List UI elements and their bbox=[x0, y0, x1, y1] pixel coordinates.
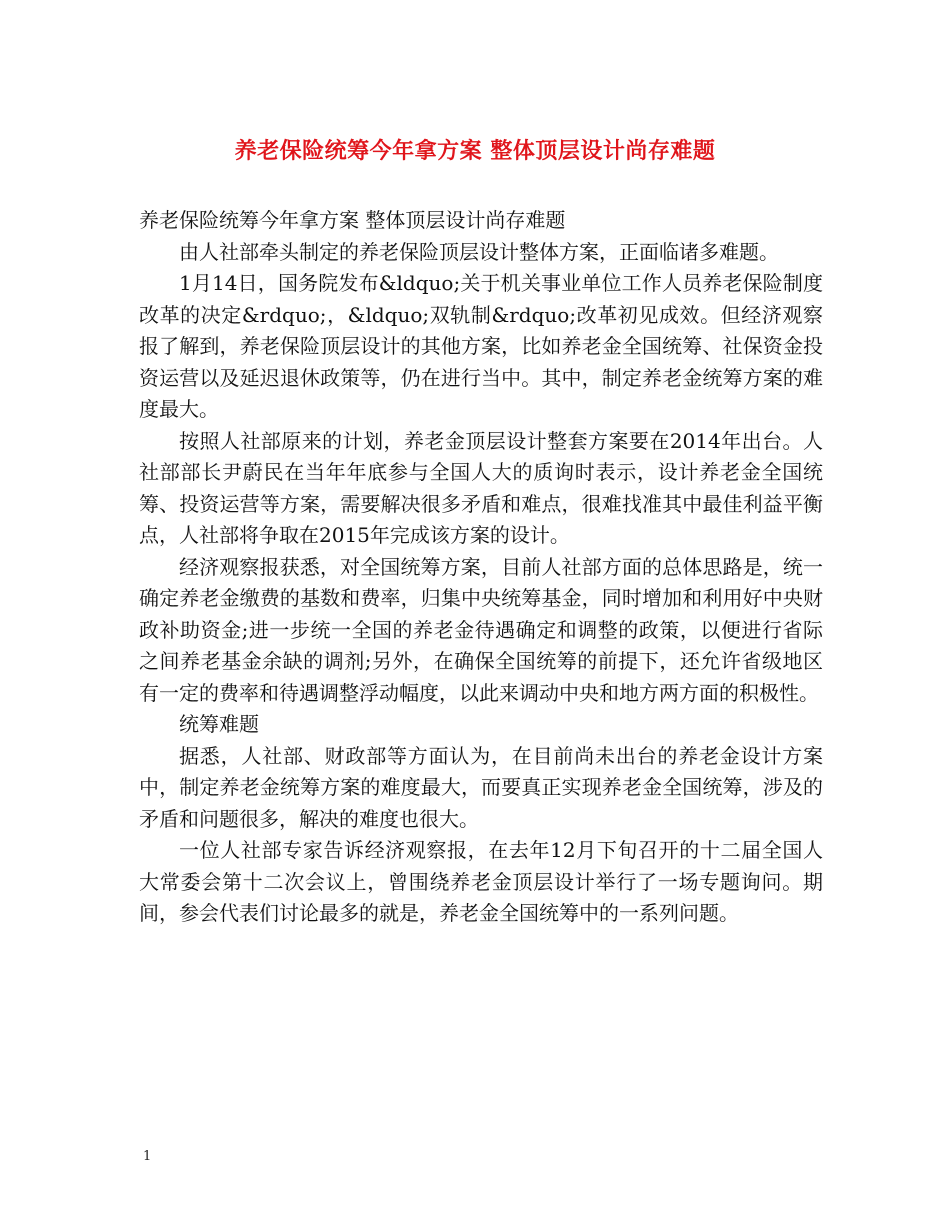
paragraph: 经济观察报获悉，对全国统筹方案，目前人社部方面的总体思路是，统一确定养老金缴费的基数和费率，归集中央统筹基金，同时增加和利用好中央财政补助资金;进一步统一全国的养老金待遇确定和调整的政策，以便进行省际之间养老基金余缺的调剂;另外，在确保全国统筹的前提下，还允许省级地区有一定的费率和待遇调整浮动幅度，以此来调动中央和地方两方面的积极性。 bbox=[139, 554, 823, 705]
paragraph: 一位人社部专家告诉经济观察报，在去年12月下旬召开的十二届全国人大常委会第十二次会议上，曾围绕养老金顶层设计举行了一场专题询问。期间，参会代表们讨论最多的就是，养老金全国统筹中的一系列问题。 bbox=[139, 838, 823, 925]
section-heading: 统筹难题 bbox=[179, 712, 259, 736]
paragraph-subtitle: 养老保险统筹今年拿方案 整体顶层设计尚存难题 bbox=[139, 208, 566, 232]
page-number: 1 bbox=[143, 1149, 152, 1164]
paragraph: 1月14日，国务院发布&ldquo;关于机关事业单位工作人员养老保险制度改革的决定&rdquo;，&ldquo;双轨制&rdquo;改革初见成效。但经济观察报了解到，养老保险顶层设计的其他方案，比如养老金全国统筹、社保资金投资运营以及延迟退休政策等，仍在进行当中。其中，制定养老金统筹方案的难度最大。 bbox=[139, 271, 823, 421]
document-title: 养老保险统筹今年拿方案 整体顶层设计尚存难题 bbox=[234, 138, 716, 164]
paragraph: 据悉，人社部、财政部等方面认为，在目前尚未出台的养老金设计方案中，制定养老金统筹方案的难度最大，而要真正实现养老金全国统筹，涉及的矛盾和问题很多，解决的难度也很大。 bbox=[139, 743, 823, 831]
paragraph: 按照人社部原来的计划，养老金顶层设计整套方案要在2014年出台。人社部部长尹蔚民在当年年底参与全国人大的质询时表示，设计养老金全国统筹、投资运营等方案，需要解决很多矛盾和难点，很难找准其中最佳利益平衡点，人社部将争取在2015年完成该方案的设计。 bbox=[139, 428, 823, 547]
document-body bbox=[139, 205, 823, 930]
paragraph: 由人社部牵头制定的养老保险顶层设计整体方案，正面临诸多难题。 bbox=[179, 239, 779, 264]
